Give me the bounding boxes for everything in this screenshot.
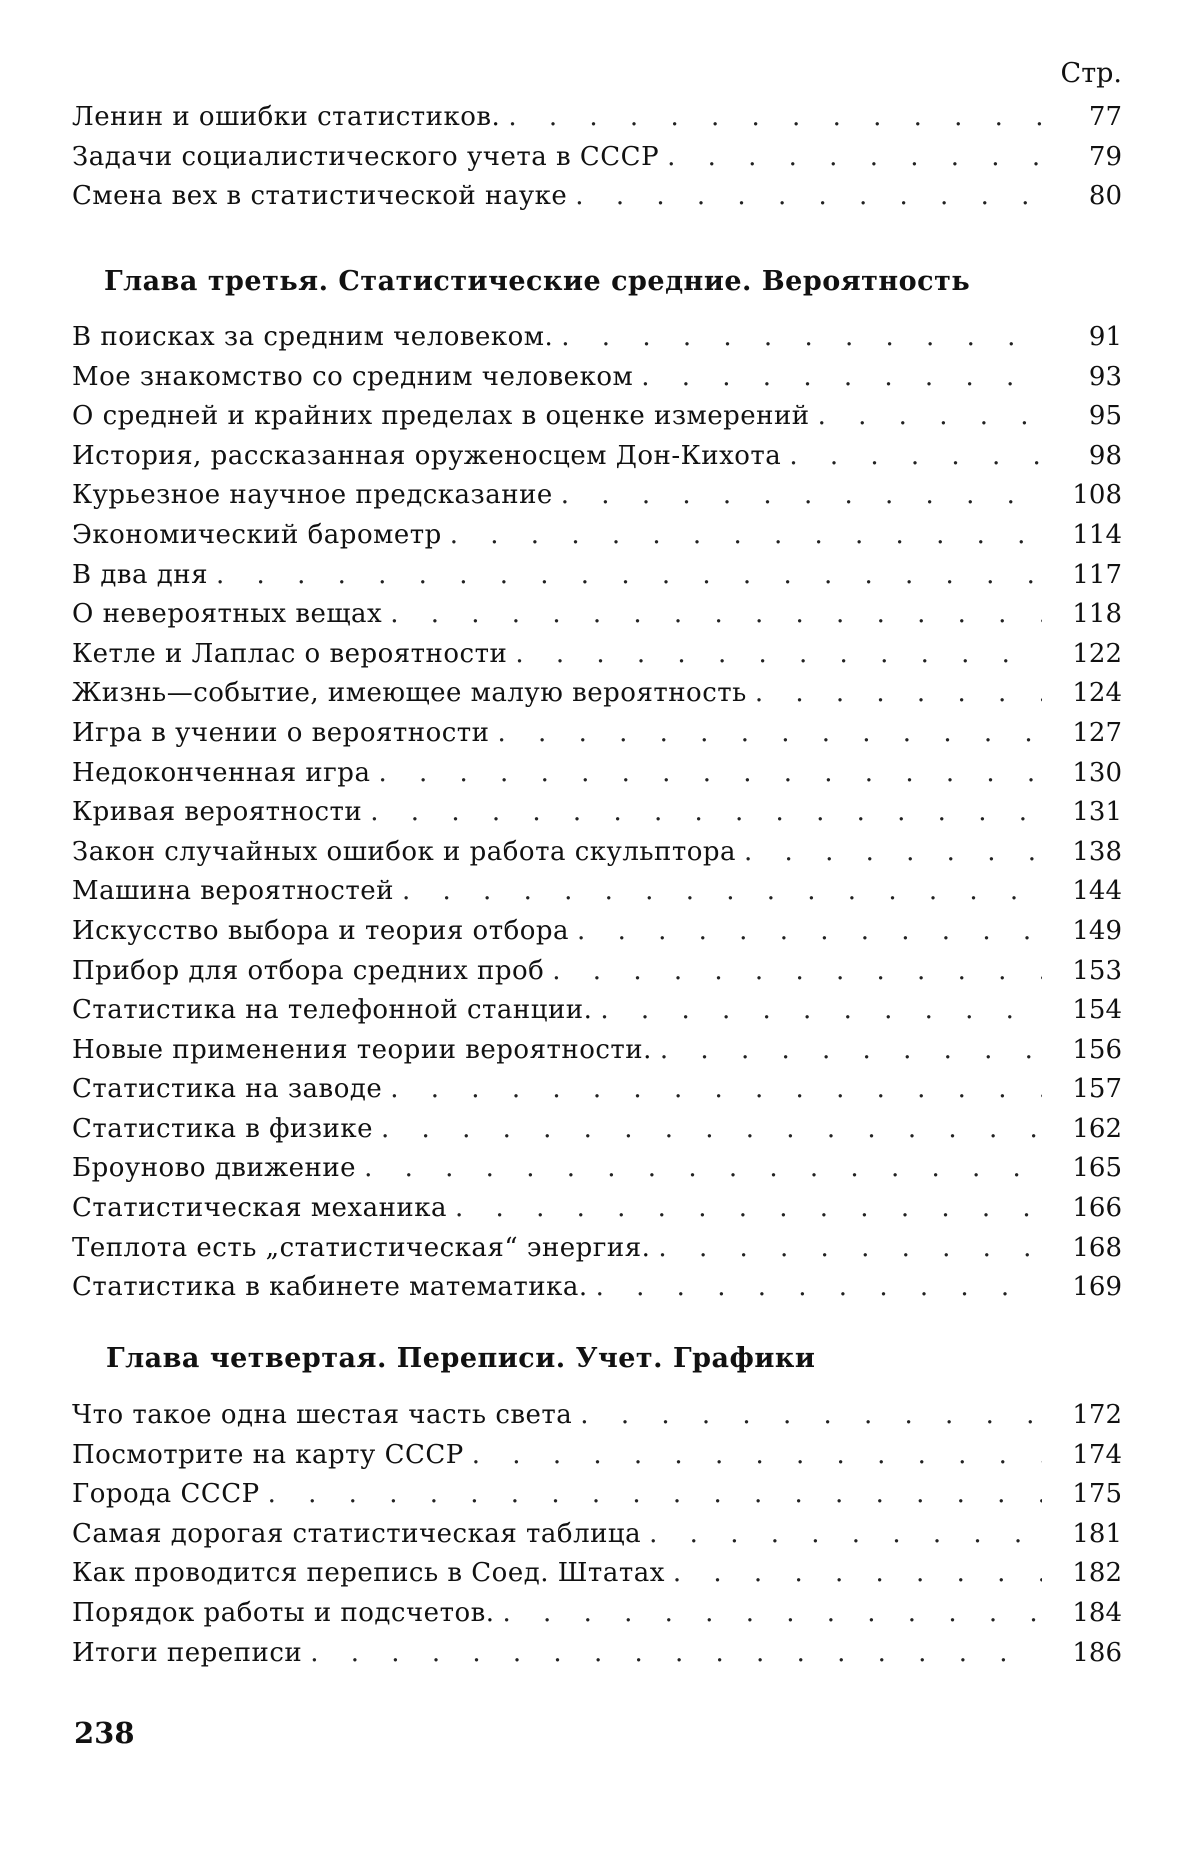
toc-entry bbox=[72, 793, 1122, 833]
chapter-3-entries bbox=[72, 318, 1122, 1308]
entry-title: Статистика в физике bbox=[72, 1113, 374, 1144]
toc-entry bbox=[72, 674, 1122, 714]
entry-title: Посмотрите на карту СССР bbox=[72, 1439, 464, 1470]
toc-entry bbox=[72, 714, 1122, 754]
entry-title: Недоконченная игра bbox=[72, 757, 371, 788]
toc-entry bbox=[72, 1070, 1122, 1110]
toc-entry bbox=[72, 1475, 1122, 1515]
entry-page-number: 182 bbox=[1072, 1558, 1122, 1589]
dot-leader bbox=[402, 872, 1042, 912]
toc-entry bbox=[72, 437, 1122, 477]
chapter-4-entries bbox=[72, 1396, 1122, 1673]
toc-entry bbox=[72, 516, 1122, 556]
entry-title: Статистика на заводе bbox=[72, 1074, 383, 1105]
dot-leader bbox=[216, 556, 1042, 596]
entry-page-number: 156 bbox=[1072, 1034, 1122, 1065]
dot-leader bbox=[561, 318, 1042, 358]
chapter-heading: Глава третья. Статистические средние. Вероятность bbox=[104, 266, 971, 297]
entry-page-number: 124 bbox=[1072, 678, 1122, 709]
entry-page-number: 181 bbox=[1072, 1518, 1122, 1549]
entry-title: Искусство выбора и теория отбора bbox=[72, 915, 570, 946]
entry-page-number: 91 bbox=[1088, 322, 1122, 352]
entry-title: Самая дорогая статистическая таблица bbox=[72, 1518, 642, 1549]
entry-page-number: 118 bbox=[1072, 599, 1122, 630]
entry-title: О невероятных вещах bbox=[72, 599, 383, 630]
dot-leader bbox=[600, 991, 1042, 1031]
dot-leader bbox=[577, 912, 1042, 952]
dot-leader bbox=[381, 1110, 1042, 1150]
entry-page-number: 144 bbox=[1072, 876, 1122, 907]
entry-title: Игра в учении о вероятности bbox=[72, 717, 490, 748]
dot-leader bbox=[390, 595, 1042, 635]
entry-title: Закон случайных ошибок и работа скульптора bbox=[72, 836, 737, 867]
toc-entry bbox=[72, 556, 1122, 596]
entry-title: Экономический барометр bbox=[72, 519, 442, 550]
entry-title: Итоги переписи bbox=[72, 1637, 303, 1668]
chapter-heading: Глава четвертая. Переписи. Учет. Графики bbox=[106, 1343, 816, 1374]
entry-title: История, рассказанная оруженосцем Дон-Кихота bbox=[72, 440, 782, 471]
dot-leader bbox=[789, 437, 1042, 477]
toc-entry bbox=[72, 872, 1122, 912]
entry-page-number: 130 bbox=[1072, 757, 1122, 788]
entry-title: Порядок работы и подсчетов. bbox=[72, 1597, 495, 1628]
entry-title: В два дня bbox=[72, 559, 209, 590]
entry-page-number: 166 bbox=[1072, 1193, 1122, 1224]
entry-page-number: 154 bbox=[1072, 995, 1122, 1026]
entry-title: Кривая вероятности bbox=[72, 797, 363, 828]
dot-leader bbox=[503, 1594, 1042, 1634]
page-column-label: Стр. bbox=[1060, 58, 1122, 89]
toc-entry bbox=[72, 177, 1122, 217]
entry-page-number: 157 bbox=[1072, 1074, 1122, 1105]
toc-entry bbox=[72, 952, 1122, 992]
dot-leader bbox=[472, 1436, 1042, 1476]
dot-leader bbox=[508, 98, 1042, 138]
toc-entry bbox=[72, 138, 1122, 178]
toc-entry bbox=[72, 358, 1122, 398]
dot-leader bbox=[580, 1396, 1042, 1436]
entry-title: О средней и крайних пределах в оценке измерений bbox=[72, 401, 810, 432]
intro-entries bbox=[72, 98, 1122, 217]
entry-page-number: 131 bbox=[1072, 797, 1122, 828]
entry-title: Жизнь—событие, имеющее малую вероятность bbox=[72, 678, 747, 709]
toc-entry bbox=[72, 833, 1122, 873]
dot-leader bbox=[455, 1189, 1042, 1229]
toc-entry bbox=[72, 1268, 1122, 1308]
dot-leader bbox=[755, 674, 1042, 714]
entry-page-number: 77 bbox=[1088, 102, 1122, 132]
entry-page-number: 168 bbox=[1072, 1232, 1122, 1263]
entry-title: В поисках за средним человеком. bbox=[72, 322, 554, 352]
entry-title: Прибор для отбора средних проб bbox=[72, 955, 545, 986]
entry-title: Ленин и ошибки статистиков. bbox=[72, 102, 501, 132]
page-number-folio: 238 bbox=[74, 1716, 135, 1750]
entry-title: Смена вех в статистической науке bbox=[72, 181, 568, 212]
entry-title: Броуново движение bbox=[72, 1153, 357, 1184]
entry-page-number: 186 bbox=[1072, 1637, 1122, 1668]
dot-leader bbox=[364, 1149, 1042, 1189]
entry-page-number: 169 bbox=[1072, 1272, 1122, 1303]
toc-entry bbox=[72, 1229, 1122, 1269]
entry-page-number: 98 bbox=[1088, 440, 1122, 471]
entry-page-number: 175 bbox=[1072, 1479, 1122, 1510]
toc-entry bbox=[72, 1554, 1122, 1594]
entry-title: Новые применения теории вероятности. bbox=[72, 1034, 652, 1065]
entry-title: Теплота есть „статистическая“ энергия. bbox=[72, 1232, 651, 1263]
entry-page-number: 93 bbox=[1088, 361, 1122, 392]
dot-leader bbox=[660, 1031, 1042, 1071]
toc-entry bbox=[72, 397, 1122, 437]
entry-page-number: 127 bbox=[1072, 717, 1122, 748]
dot-leader bbox=[498, 714, 1042, 754]
toc-entry bbox=[72, 1396, 1122, 1436]
dot-leader bbox=[658, 1229, 1042, 1269]
entry-page-number: 79 bbox=[1088, 141, 1122, 172]
toc-entry bbox=[72, 476, 1122, 516]
toc-entry bbox=[72, 635, 1122, 675]
entry-title: Курьезное научное предсказание bbox=[72, 480, 553, 511]
entry-title: Что такое одна шестая часть света bbox=[72, 1400, 573, 1430]
entry-page-number: 114 bbox=[1072, 519, 1122, 550]
dot-leader bbox=[667, 138, 1042, 178]
entry-page-number: 174 bbox=[1072, 1439, 1122, 1470]
toc-entry bbox=[72, 318, 1122, 358]
dot-leader bbox=[575, 177, 1042, 217]
toc-entry bbox=[72, 1189, 1122, 1229]
dot-leader bbox=[561, 476, 1042, 516]
dot-leader bbox=[370, 793, 1042, 833]
dot-leader bbox=[378, 754, 1042, 794]
toc-entry bbox=[72, 1149, 1122, 1189]
toc-entry bbox=[72, 1634, 1122, 1674]
dot-leader bbox=[310, 1634, 1042, 1674]
entry-title: Машина вероятностей bbox=[72, 876, 394, 907]
entry-title: Мое знакомство со средним человеком bbox=[72, 361, 634, 392]
entry-page-number: 122 bbox=[1072, 638, 1122, 669]
entry-page-number: 165 bbox=[1072, 1153, 1122, 1184]
dot-leader bbox=[641, 358, 1042, 398]
toc-entry bbox=[72, 1594, 1122, 1634]
toc-entry bbox=[72, 1515, 1122, 1555]
dot-leader bbox=[596, 1268, 1042, 1308]
entry-page-number: 149 bbox=[1072, 915, 1122, 946]
entry-title: Статистика в кабинете математика. bbox=[72, 1272, 588, 1303]
dot-leader bbox=[268, 1475, 1042, 1515]
toc-entry bbox=[72, 98, 1122, 138]
toc-entry bbox=[72, 595, 1122, 635]
dot-leader bbox=[515, 635, 1042, 675]
toc-entry bbox=[72, 1110, 1122, 1150]
dot-leader bbox=[390, 1070, 1042, 1110]
entry-page-number: 172 bbox=[1072, 1400, 1122, 1430]
entry-title: Кетле и Лаплас о вероятности bbox=[72, 638, 508, 669]
toc-entry bbox=[72, 754, 1122, 794]
toc-entry bbox=[72, 1031, 1122, 1071]
dot-leader bbox=[649, 1515, 1042, 1555]
entry-page-number: 162 bbox=[1072, 1113, 1122, 1144]
entry-title: Задачи социалистического учета в СССР bbox=[72, 141, 660, 172]
entry-page-number: 138 bbox=[1072, 836, 1122, 867]
entry-page-number: 108 bbox=[1072, 480, 1122, 511]
dot-leader bbox=[552, 952, 1042, 992]
entry-page-number: 153 bbox=[1072, 955, 1122, 986]
entry-title: Города СССР bbox=[72, 1479, 260, 1510]
dot-leader bbox=[673, 1554, 1042, 1594]
toc-entry bbox=[72, 1436, 1122, 1476]
dot-leader bbox=[818, 397, 1042, 437]
toc-entry bbox=[72, 912, 1122, 952]
entry-title: Статистика на телефонной станции. bbox=[72, 995, 593, 1026]
entry-page-number: 184 bbox=[1072, 1597, 1122, 1628]
dot-leader bbox=[450, 516, 1042, 556]
entry-page-number: 95 bbox=[1088, 401, 1122, 432]
entry-page-number: 117 bbox=[1072, 559, 1122, 590]
toc-entry bbox=[72, 991, 1122, 1031]
entry-title: Статистическая механика bbox=[72, 1193, 448, 1224]
entry-title: Как проводится перепись в Соед. Штатах bbox=[72, 1558, 665, 1589]
entry-page-number: 80 bbox=[1088, 181, 1122, 212]
dot-leader bbox=[744, 833, 1042, 873]
